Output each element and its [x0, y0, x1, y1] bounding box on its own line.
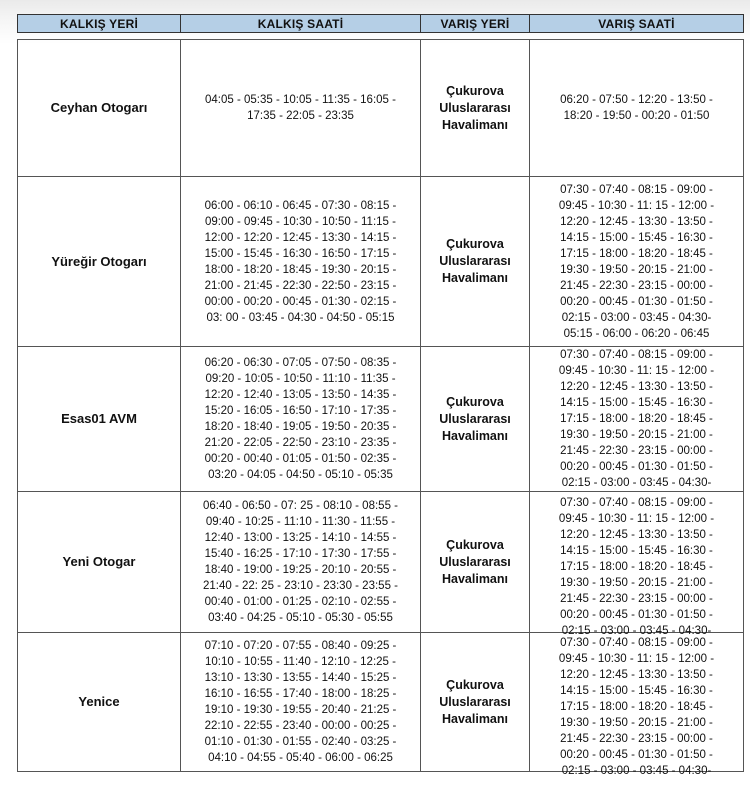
departure-time-line: 16:10 - 16:55 - 17:40 - 18:00 - 18:25 -	[204, 688, 397, 700]
arrival-time-line: 02:15 - 03:00 - 03:45 - 04:30-	[561, 311, 712, 324]
departure-time-line: 12:20 - 12:40 - 13:05 - 13:50 - 14:35 -	[204, 389, 397, 401]
departure-time-line: 18:40 - 19:00 - 19:25 - 20:10 - 20:55 -	[204, 564, 397, 576]
header-departure-time: KALKIŞ SAATİ	[181, 15, 421, 33]
departure-times-cell	[181, 633, 421, 772]
arrival-time-line: 14:15 - 15:00 - 15:45 - 16:30 -	[560, 545, 713, 557]
arrival-time-line: 00:20 - 00:45 - 01:30 - 01:50 -	[560, 295, 713, 308]
arrival-place-line: Uluslararası	[439, 694, 511, 709]
arrival-time-line: 12:20 - 12:45 - 13:30 - 13:50 -	[560, 669, 713, 681]
departure-time-line: 06:40 - 06:50 - 07: 25 - 08:10 - 08:55 -	[203, 500, 398, 512]
arrival-time-line: 00:20 - 00:45 - 01:30 - 01:50 -	[560, 461, 713, 473]
arrival-time-line: 02:15 - 03:00 - 03:45 - 04:30-	[561, 765, 712, 777]
departure-time-line: 00:20 - 00:40 - 01:05 - 01:50 - 02:35 -	[204, 453, 397, 465]
arrival-time-line: 17:15 - 18:00 - 18:20 - 18:45 -	[560, 561, 713, 573]
arrival-place-line: Çukurova	[446, 237, 504, 251]
departure-time-line: 21:00 - 21:45 - 22:30 - 22:50 - 23:15 -	[204, 279, 397, 292]
arrival-time-line: 12:20 - 12:45 - 13:30 - 13:50 -	[560, 381, 713, 393]
arrival-place-line: Çukurova	[446, 83, 504, 98]
departure-time-line: 21:40 - 22: 25 - 23:10 - 23:30 - 23:55 -	[203, 580, 398, 592]
departure-time-line: 06:20 - 06:30 - 07:05 - 07:50 - 08:35 -	[204, 357, 397, 369]
departure-time-line: 06:00 - 06:10 - 06:45 - 07:30 - 08:15 -	[204, 199, 397, 212]
departure-place: Yüreğir Otogarı	[51, 253, 147, 269]
departure-time-line: 03: 00 - 03:45 - 04:30 - 04:50 - 05:15	[206, 311, 395, 324]
departure-time-line: 21:20 - 22:05 - 22:50 - 23:10 - 23:35 -	[204, 437, 397, 449]
departure-place: Yenice	[78, 694, 120, 709]
arrival-times-cell	[530, 177, 744, 347]
arrival-time-line: 07:30 - 07:40 - 08:15 - 09:00 -	[560, 349, 713, 361]
departure-place: Ceyhan Otogarı	[50, 100, 148, 115]
arrival-place-line: Uluslararası	[439, 411, 511, 426]
departure-time-line: 12:40 - 13:00 - 13:25 - 14:10 - 14:55 -	[204, 532, 397, 544]
schedule-table	[17, 14, 744, 777]
departure-time-line: 15:40 - 16:25 - 17:10 - 17:30 - 17:55 -	[204, 548, 397, 560]
departure-time-line: 04:05 - 05:35 - 10:05 - 11:35 - 16:05 -	[205, 94, 396, 106]
departure-time-line: 15:20 - 16:05 - 16:50 - 17:10 - 17:35 -	[204, 405, 397, 417]
arrival-time-line: 09:45 - 10:30 - 11: 15 - 12:00 -	[558, 199, 715, 212]
arrival-time-line: 09:45 - 10:30 - 11: 15 - 12:00 -	[558, 365, 715, 377]
arrival-place-line: Havalimanı	[441, 271, 508, 285]
arrival-times-cell	[530, 492, 744, 637]
departure-time-line: 07:10 - 07:20 - 07:55 - 08:40 - 09:25 -	[204, 640, 397, 652]
table-row	[18, 347, 744, 492]
table-row	[18, 177, 744, 347]
departure-time-line: 19:10 - 19:30 - 19:55 - 20:40 - 21:25 -	[204, 704, 397, 716]
departure-place-cell	[18, 177, 181, 347]
arrival-time-line: 09:45 - 10:30 - 11: 15 - 12:00 -	[558, 513, 715, 525]
arrival-place-cell	[421, 633, 530, 772]
departure-time-line: 09:20 - 10:05 - 10:50 - 11:10 - 11:35 -	[205, 373, 396, 385]
arrival-time-line: 12:20 - 12:45 - 13:30 - 13:50 -	[560, 529, 713, 541]
arrival-times-cell	[530, 633, 744, 777]
arrival-place-line: Havalimanı	[441, 428, 508, 443]
schedule-body	[18, 40, 744, 777]
header-arrival-place: VARIŞ YERİ	[421, 15, 530, 33]
arrival-time-line: 19:30 - 19:50 - 20:15 - 21:00 -	[560, 429, 713, 441]
departure-time-line: 09:40 - 10:25 - 11:10 - 11:30 - 11:55 -	[205, 516, 396, 528]
arrival-times-cell	[530, 347, 744, 492]
departure-time-line: 18:20 - 18:40 - 19:05 - 19:50 - 20:35 -	[204, 421, 397, 433]
departure-times-cell	[181, 492, 421, 633]
departure-time-line: 01:10 - 01:30 - 01:55 - 02:40 - 03:25 -	[204, 736, 397, 748]
arrival-place-cell	[421, 347, 530, 492]
arrival-place-line: Uluslararası	[439, 554, 511, 569]
departure-time-line: 00:00 - 00:20 - 00:45 - 01:30 - 02:15 -	[204, 295, 397, 308]
arrival-time-line: 09:45 - 10:30 - 11: 15 - 12:00 -	[558, 653, 715, 665]
arrival-time-line: 18:20 - 19:50 - 00:20 - 01:50	[563, 110, 710, 122]
arrival-place-cell	[421, 177, 530, 347]
arrival-time-line: 07:30 - 07:40 - 08:15 - 09:00 -	[560, 183, 713, 196]
arrival-time-line: 14:15 - 15:00 - 15:45 - 16:30 -	[560, 397, 713, 409]
arrival-place-cell	[421, 40, 530, 177]
arrival-place-line: Uluslararası	[439, 100, 511, 115]
table-row	[18, 40, 744, 177]
departure-place: Esas01 AVM	[61, 411, 137, 426]
departure-times-cell	[181, 40, 421, 177]
arrival-time-line: 17:15 - 18:00 - 18:20 - 18:45 -	[560, 701, 713, 713]
arrival-time-line: 02:15 - 03:00 - 03:45 - 04:30-	[561, 625, 712, 637]
departure-place-cell	[18, 633, 181, 772]
departure-times-cell	[181, 177, 421, 347]
arrival-time-line: 07:30 - 07:40 - 08:15 - 09:00 -	[560, 637, 713, 649]
arrival-place-line: Çukurova	[446, 394, 504, 409]
arrival-time-line: 17:15 - 18:00 - 18:20 - 18:45 -	[560, 247, 713, 260]
departure-time-line: 00:40 - 01:00 - 01:25 - 02:10 - 02:55 -	[204, 596, 397, 608]
arrival-time-line: 19:30 - 19:50 - 20:15 - 21:00 -	[560, 263, 713, 276]
arrival-time-line: 21:45 - 22:30 - 23:15 - 00:00 -	[560, 593, 713, 605]
arrival-time-line: 19:30 - 19:50 - 20:15 - 21:00 -	[560, 717, 713, 729]
arrival-time-line: 19:30 - 19:50 - 20:15 - 21:00 -	[560, 577, 713, 589]
departure-time-line: 03:20 - 04:05 - 04:50 - 05:10 - 05:35	[208, 469, 393, 481]
departure-place-cell	[18, 492, 181, 633]
departure-time-line: 04:10 - 04:55 - 05:40 - 06:00 - 06:25	[208, 752, 393, 764]
table-row	[18, 492, 744, 633]
departure-time-line: 22:10 - 22:55 - 23:40 - 00:00 - 00:25 -	[204, 720, 397, 732]
arrival-time-line: 21:45 - 22:30 - 23:15 - 00:00 -	[560, 445, 713, 457]
arrival-time-line: 06:20 - 07:50 - 12:20 - 13:50 -	[560, 94, 713, 106]
arrival-place-cell	[421, 492, 530, 633]
arrival-time-line: 07:30 - 07:40 - 08:15 - 09:00 -	[560, 497, 713, 509]
departure-time-line: 12:00 - 12:20 - 12:45 - 13:30 - 14:15 -	[204, 231, 397, 244]
arrival-time-line: 12:20 - 12:45 - 13:30 - 13:50 -	[560, 215, 713, 228]
departure-place: Yeni Otogar	[62, 554, 136, 569]
arrival-place-line: Havalimanı	[441, 117, 508, 132]
table-row	[18, 633, 744, 772]
arrival-place-line: Çukurova	[446, 677, 504, 692]
arrival-times-cell	[530, 40, 744, 177]
arrival-time-line: 00:20 - 00:45 - 01:30 - 01:50 -	[560, 749, 713, 761]
departure-time-line: 17:35 - 22:05 - 23:35	[247, 110, 354, 122]
departure-time-line: 09:00 - 09:45 - 10:30 - 10:50 - 11:15 -	[205, 215, 396, 228]
arrival-time-line: 14:15 - 15:00 - 15:45 - 16:30 -	[560, 231, 713, 244]
arrival-place-line: Uluslararası	[439, 254, 511, 268]
header-arrival-time: VARIŞ SAATİ	[530, 15, 744, 33]
departure-place-cell	[18, 40, 181, 177]
arrival-time-line: 14:15 - 15:00 - 15:45 - 16:30 -	[560, 685, 713, 697]
arrival-time-line: 00:20 - 00:45 - 01:30 - 01:50 -	[560, 609, 713, 621]
departure-time-line: 10:10 - 10:55 - 11:40 - 12:10 - 12:25 -	[205, 656, 396, 668]
departure-time-line: 15:00 - 15:45 - 16:30 - 16:50 - 17:15 -	[204, 247, 397, 260]
header-row	[18, 15, 744, 33]
departure-time-line: 13:10 - 13:30 - 13:55 - 14:40 - 15:25 -	[204, 672, 397, 684]
arrival-place-line: Çukurova	[446, 537, 504, 552]
header-departure-place: KALKIŞ YERİ	[18, 15, 181, 33]
arrival-place-line: Havalimanı	[441, 571, 508, 586]
arrival-time-line: 02:15 - 03:00 - 03:45 - 04:30-	[561, 477, 712, 489]
arrival-time-line: 21:45 - 22:30 - 23:15 - 00:00 -	[560, 733, 713, 745]
departure-time-line: 03:40 - 04:25 - 05:10 - 05:30 - 05:55	[208, 612, 393, 624]
arrival-time-line: 17:15 - 18:00 - 18:20 - 18:45 -	[560, 413, 713, 425]
arrival-time-line: 21:45 - 22:30 - 23:15 - 00:00 -	[560, 279, 713, 292]
departure-times-cell	[181, 347, 421, 492]
arrival-place-line: Havalimanı	[441, 711, 508, 726]
departure-time-line: 18:00 - 18:20 - 18:45 - 19:30 - 20:15 -	[204, 263, 397, 276]
departure-place-cell	[18, 347, 181, 492]
arrival-time-line: 05:15 - 06:00 - 06:20 - 06:45	[563, 327, 710, 340]
